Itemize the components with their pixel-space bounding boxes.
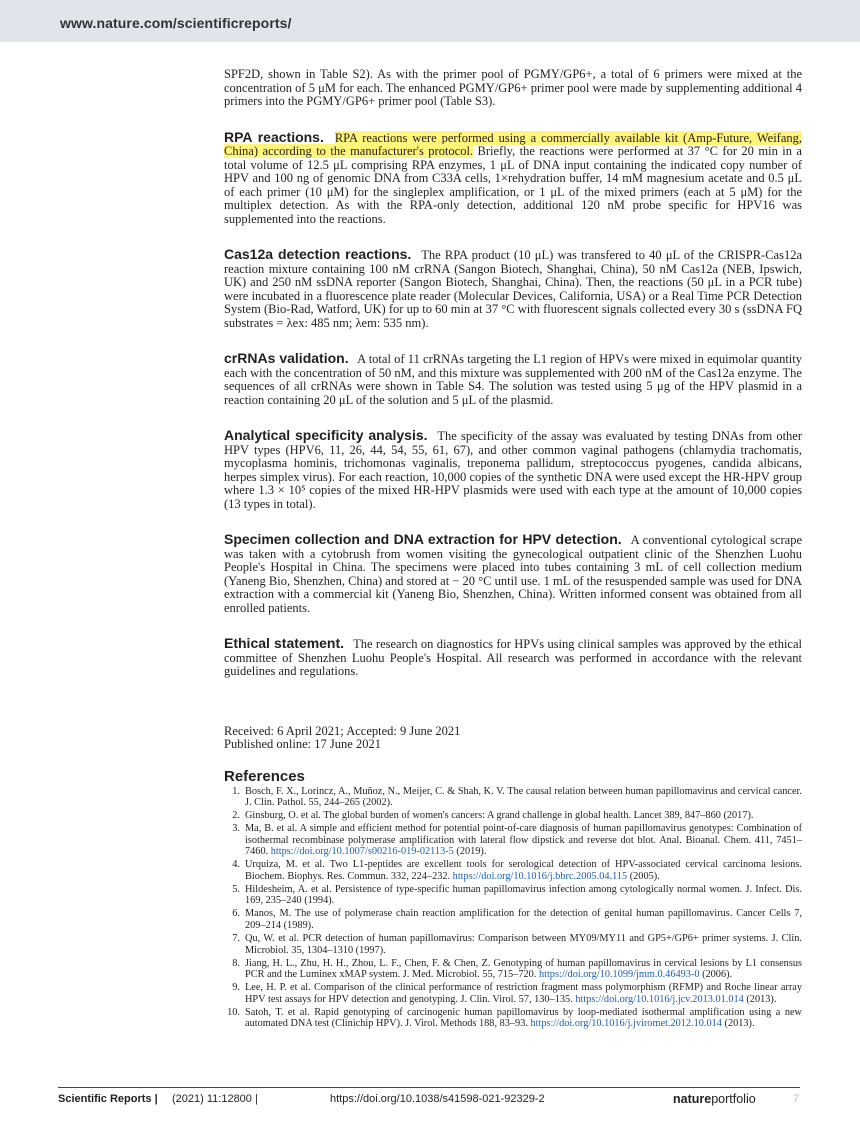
highlighted-text: RPA reactions were performed using a commercially available kit (Amp-Future, Weifang, China) according to the manufacturer's protocol.	[224, 130, 803, 158]
reference-text: Bosch, F. X., Lorincz, A., Muñoz, N., Meijer, C. & Shah, K. V. The causal relation between human papillomavirus and cervical cancer. J. Clin. Pathol. 55, 244–265 (2002).	[245, 785, 802, 809]
reference-item	[224, 823, 802, 858]
reference-text: Satoh, T. et al. Rapid genotyping of carcinogenic human papillomavirus by loop-mediated isothermal amplification using a new automated DNA test (Clinichip HPV). J. Virol. Methods 188, 83–93.	[245, 1006, 802, 1030]
reference-text: Hildesheim, A. et al. Persistence of type-specific human papillomavirus infection among cytologically normal women. J. Infect. Dis. 169, 235–240 (1994).	[245, 883, 802, 907]
section-heading: Analytical specificity analysis.	[224, 427, 428, 443]
section-text: Briefly, the reactions were performed at 37 °C for 20 min in a total volume of 12.5 μL comprising RPA enzymes, 1 μL of DNA input containing the indicated copy number of HPV and 100 ng of genomic DNA from C33A cells, 1×rehydration buffer, 14 mM magnesium acetate and 0.5 μL of each primer (10 μM) for the singleplex amplification, or 1 μL of the mixed primers (each at 5 μM) for the multiplex detection. As with the RPA-only detection, additional 120 nM probe specific for HPV16 was supplemented into the reactions.	[224, 144, 802, 226]
page-number: 7	[793, 1093, 800, 1105]
footer-doi-link[interactable]: https://doi.org/10.1038/s41598-021-92329-2	[330, 1093, 545, 1105]
reference-tail: (2013).	[743, 993, 777, 1005]
site-url[interactable]: www.nature.com/scientificreports/	[60, 15, 292, 31]
section-text: The RPA product (10 μL) was transfered to 40 μL of the CRISPR-Cas12a reaction mixture containing 100 nM crRNA (Sangon Biotech, Shanghai, China), 50 nM Cas12a (NEB, Ipswich, UK) and 250 nM ssDNA reporter (Sangon Biotech, Shanghai, China). Then, the reactions (50 μL in a PCR tube) were incubated in a fluorescence plate reader (Molecular Devices, California, USA) or a Real Time PCR Detection System (Bio-Rad, Watford, UK) for up to 60 min at 37 °C with fluorescent signals collected every 30 s (ssDNA FQ substrates = λex: 485 nm; λem: 535 nm).	[224, 248, 802, 330]
received-date: Received: 6 April 2021; Accepted: 9 June 2021	[224, 723, 461, 738]
reference-text: Lee, H. P. et al. Comparison of the clinical performance of restriction fragment mass polymorphism (RFMP) and Roche linear array HPV test assays for HPV detection and genotyping. J. Clin. Virol. 57, 130–135.	[245, 982, 802, 1005]
article-body	[224, 68, 802, 1031]
section-cas12a-detection	[224, 248, 802, 330]
section-heading: crRNAs validation.	[224, 350, 349, 366]
reference-text: Ginsburg, O. et al. The global burden of women's cancers: A grand challenge in global health. Lancet 389, 847–860 (2017).	[245, 810, 754, 822]
reference-number: 7.	[232, 932, 240, 944]
reference-number: 4.	[232, 859, 240, 871]
references-list	[224, 786, 802, 1030]
reference-item	[224, 982, 802, 1005]
logo-light-part: portfolio	[711, 1092, 756, 1106]
section-rpa-reactions	[224, 128, 803, 227]
logo-bold-part: nature	[673, 1092, 712, 1106]
reference-item	[224, 859, 802, 882]
reference-tail: (2013).	[721, 1018, 755, 1030]
reference-text: Urquiza, M. et al. Two L1-peptides are excellent tools for serological detection of HPV-associated cervical carcinoma lesions. Biochem. Biophys. Res. Commun. 332, 224–232.	[245, 859, 802, 882]
reference-number: 8.	[232, 957, 240, 969]
reference-number: 10.	[227, 1006, 240, 1018]
reference-number: 1.	[232, 785, 240, 797]
reference-number: 6.	[232, 908, 240, 920]
reference-text: Manos, M. The use of polymerase chain reaction amplification for the detection of genital human papillomavirus. Cancer Cells 7, 209–214 (1989).	[245, 908, 802, 931]
section-paragraph	[224, 352, 802, 407]
section-text: The research on diagnostics for HPVs using clinical samples was approved by the ethical committee of Shenzhen Luohu People's Hospital. All research was performed in accordance with the relevant guidelines and regulations.	[224, 637, 802, 678]
reference-item	[224, 810, 802, 822]
reference-item	[224, 1007, 802, 1030]
reference-doi-link[interactable]: https://doi.org/10.1016/j.jcv.2013.01.014	[575, 993, 744, 1005]
reference-item	[224, 884, 802, 907]
article-dates	[224, 725, 802, 752]
section-heading: RPA reactions.	[224, 128, 324, 145]
section-ethical-statement	[224, 637, 802, 679]
reference-doi-link[interactable]: https://doi.org/10.1016/j.jviromet.2012.10.014	[530, 1018, 722, 1030]
reference-tail: (2019).	[453, 846, 487, 858]
reference-number: 2.	[232, 810, 240, 822]
reference-number: 3.	[232, 823, 240, 835]
footer-divider	[58, 1087, 800, 1088]
reference-text: Jiang, H. L., Zhu, H. H., Zhou, L. F., Chen, F. & Chen, Z. Genotyping of human papillomavirus in cervical lesions by L1 consensus PCR and the Luminex xMAP system. J. Med. Microbiol. 55, 715–720.	[245, 957, 802, 981]
site-header-bar	[0, 0, 860, 42]
footer-journal-name: Scientific Reports |	[58, 1093, 158, 1105]
section-paragraph	[224, 128, 803, 227]
section-paragraph	[224, 248, 802, 330]
nature-portfolio-logo	[673, 1092, 756, 1106]
section-text: The specificity of the assay was evaluated by testing DNAs from other HPV types (HPV6, 11, 26, 44, 54, 55, 61, 67), and other common vaginal pathogens (chlamydia trachomatis, mycoplasma hominis, trichomonas vaginalis, treponema pallidum, streptococcus pyogenes, candida albicans, herpes simplex virus). For each reaction, 10,000 copies of the synthetic DNA were used except the HR-HPV group where 1.3 × 10⁵ copies of the mixed HR-HPV plasmids were used with each type at the amount of 10,000 copies (13 types in total).	[224, 429, 803, 511]
section-paragraph	[224, 429, 802, 511]
reference-doi-link[interactable]: https://doi.org/10.1099/jmm.0.46493-0	[538, 969, 700, 981]
reference-number: 9.	[232, 982, 240, 994]
section-specimen-collection	[224, 533, 802, 615]
reference-text: Ma, B. et al. A simple and efficient method for potential point-of-care diagnosis of human papillomavirus genotypes: Combination of isothermal recombinase polymerase amplification with lateral flow dipstick and reverse dot blot. Anal. Bioanal. Chem. 411, 7451–7460.	[245, 823, 802, 858]
section-heading: Cas12a detection reactions.	[224, 246, 412, 262]
section-paragraph	[224, 637, 802, 679]
page-footer	[58, 1093, 800, 1109]
section-paragraph	[224, 533, 802, 615]
section-crrnas-validation	[224, 352, 802, 407]
reference-tail: (2005).	[627, 870, 660, 882]
section-text: A conventional cytological scrape was taken with a cytobrush from women visiting the gynecological outpatient clinic of the Shenzhen Luohu People's Hospital in China. The specimens were placed into tubes containing 3 mL of cell collection medium (Yaneng Bio, Shenzhen, China) and stored at − 20 °C until use. 1 mL of the resuspended sample was used for DNA extraction with a commercial kit (Yaneng Bio, Shenzhen, China). Written informed consent was obtained from all enrolled patients.	[224, 533, 803, 615]
footer-volume: (2021) 11:12800 |	[172, 1093, 258, 1105]
intro-paragraph: SPF2D, shown in Table S2). As with the primer pool of PGMY/GP6+, a total of 6 primers were mixed at the concentration of 5 μM for each. The enhanced PGMY/GP6+ primer pool were made by supplementing additional 4 primers into the PGMY/GP6+ primer pool (Table S3).	[224, 67, 802, 108]
reference-doi-link[interactable]: https://doi.org/10.1007/s00216-019-02113-5	[270, 846, 454, 858]
reference-tail: (2006).	[699, 969, 733, 981]
reference-doi-link[interactable]: https://doi.org/10.1016/j.bbrc.2005.04.115	[452, 870, 628, 882]
reference-item	[224, 958, 802, 981]
section-heading: Ethical statement.	[224, 635, 345, 651]
reference-text: Qu, W. et al. PCR detection of human papillomavirus: Comparison between MY09/MY11 and GP5+/GP6+ primer systems. J. Clin. Microbiol. 35, 1304–1310 (1997).	[245, 932, 802, 956]
section-heading: Specimen collection and DNA extraction for HPV detection.	[224, 531, 622, 547]
reference-item	[224, 786, 802, 809]
references-heading: References	[224, 767, 305, 785]
reference-item	[224, 908, 802, 931]
section-text: A total of 11 crRNAs targeting the L1 region of HPVs were mixed in equimolar quantity each with the concentration of 50 nM, and this mixture was supplemented with 200 nM of the Cas12a enzyme. The sequences of all crRNAs were shown in Table S4. The solution was tested using 5 μg of the HPV plasmid in a reaction containing 20 μL of the solution and 5 μL of the plasmid.	[224, 352, 803, 407]
reference-number: 5.	[232, 883, 240, 895]
published-date: Published online: 17 June 2021	[224, 737, 381, 751]
section-analytical-specificity	[224, 429, 802, 511]
reference-item	[224, 933, 802, 956]
